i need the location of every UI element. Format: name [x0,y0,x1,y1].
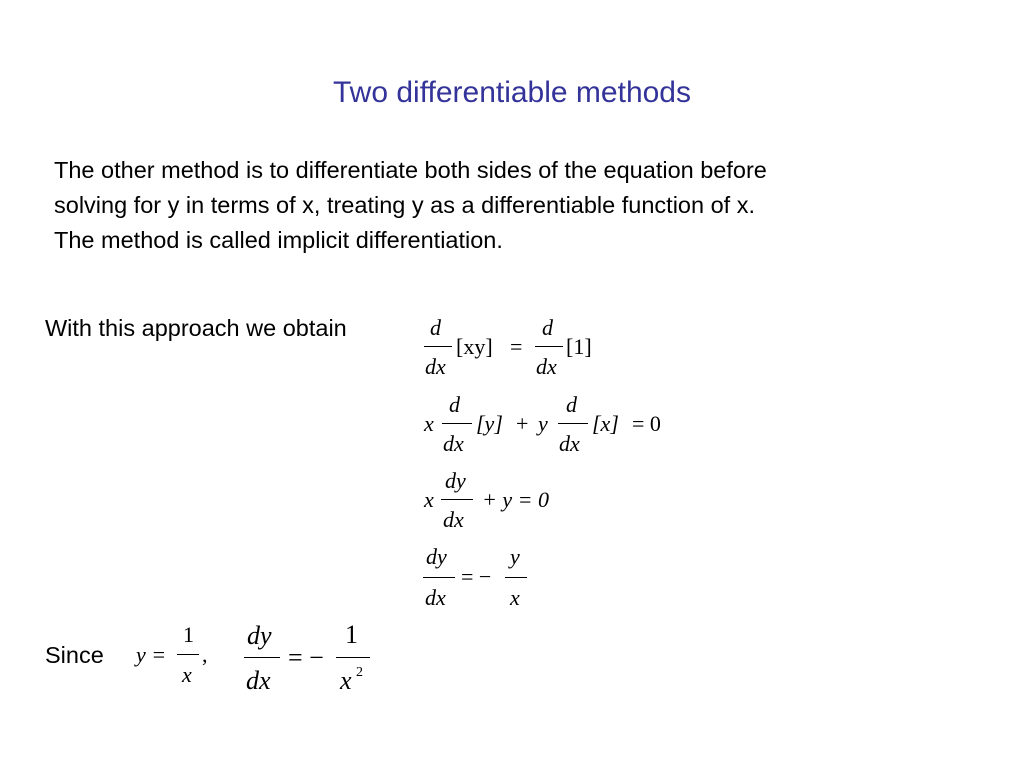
paragraph-line-3: The method is called implicit differentiation. [54,227,503,253]
eq2-denominator-2: dx [559,431,580,456]
since-eq2-equals-minus: = − [288,643,324,672]
since-eq1-numerator: 1 [183,622,194,647]
paragraph-line-1: The other method is to differentiate both sides of the equation before [54,157,767,183]
slide-title: Two differentiable methods [333,76,691,109]
eq2-fraction-bar-1 [442,423,472,424]
eq2-denominator-1: dx [443,431,464,456]
eq2-y: y [538,411,548,436]
since-eq2-lhs-denominator: dx [246,666,271,695]
paragraph-line-2: solving for y in terms of x, treating y as a differentiable function of x. [54,192,755,218]
eq3-x: x [424,487,434,512]
eq3-rest: + y = 0 [482,487,549,512]
eq4-rhs-numerator: y [510,544,520,569]
since-eq1-fraction-bar [177,654,199,655]
eq1-lhs-fraction-bar [424,346,452,347]
eq2-equals-zero: = 0 [632,411,661,436]
eq2-fraction-bar-2 [558,423,588,424]
eq4-lhs-denominator: dx [425,585,446,610]
eq4-lhs-fraction-bar [423,577,455,578]
eq2-argument-1: [y] [476,411,503,436]
since-text: Since [45,642,104,668]
body-paragraph [54,153,994,258]
since-eq2-rhs-denominator: x [340,666,352,695]
eq4-rhs-denominator: x [510,585,520,610]
intro-text: With this approach we obtain [45,315,347,341]
eq2-numerator-1: d [449,392,460,417]
since-eq1-comma: , [202,642,208,667]
since-eq1-lhs: y = [136,642,167,667]
eq1-equals: = [510,334,523,359]
since-eq2-rhs-exponent: 2 [356,665,363,680]
eq3-fraction-bar [441,499,473,500]
eq4-rhs-fraction-bar [505,577,527,578]
since-eq2-rhs-fraction-bar [336,657,370,658]
since-eq1-denominator: x [182,662,192,687]
eq3-numerator: dy [445,468,466,493]
since-eq2-lhs-fraction-bar [244,657,280,658]
eq2-plus: + [516,411,529,436]
eq3-denominator: dx [443,507,464,532]
eq1-lhs-argument: [xy] [456,334,493,359]
eq4-lhs-numerator: dy [426,544,447,569]
since-eq2-lhs-numerator: dy [247,621,272,650]
since-eq2-rhs-numerator: 1 [345,620,358,649]
eq2-argument-2: [x] [592,411,619,436]
eq4-equals-minus: = − [461,564,492,589]
eq2-numerator-2: d [566,392,577,417]
eq1-lhs-numerator: d [430,315,441,340]
eq1-rhs-argument: [1] [566,334,592,359]
eq2-x: x [424,411,434,436]
eq1-rhs-denominator: dx [536,354,557,379]
eq1-rhs-numerator: d [542,315,553,340]
eq1-lhs-denominator: dx [425,354,446,379]
eq1-rhs-fraction-bar [535,346,563,347]
